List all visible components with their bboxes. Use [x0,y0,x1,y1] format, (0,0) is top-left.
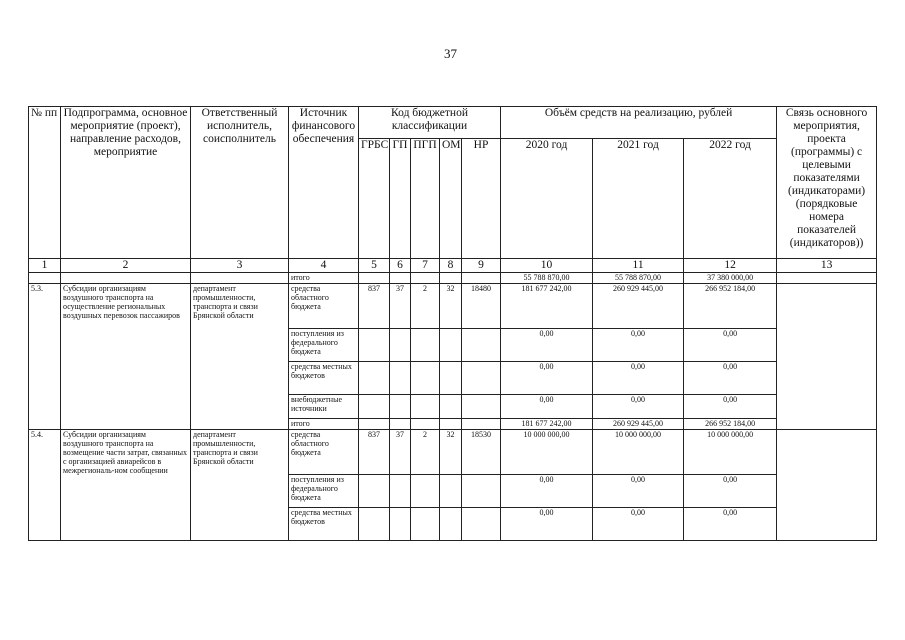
source-cell: средства областного бюджета [289,284,359,329]
indicator-link-cell [777,430,877,541]
amount-2021: 260 929 445,00 [593,419,684,430]
code-gp: 37 [390,430,411,475]
header-row-1 [29,107,877,139]
item-name: Субсидии организациям воздушного транспорта на возмещение части затрат, связанных с организацией авиарейсов в межрегиональ-ном сообщении [61,430,191,541]
col-number: 1 [29,259,61,273]
amount-2021: 55 788 870,00 [593,273,684,284]
item-number: 5.3. [29,284,61,430]
amount-2021: 10 000 000,00 [593,430,684,475]
amount-2020: 0,00 [501,395,593,419]
header-om: ОМ [440,139,462,259]
header-executor: Ответственный исполнитель, соисполнитель [191,107,289,259]
amount-2020: 0,00 [501,329,593,362]
col-number: 3 [191,259,289,273]
source-cell: средства областного бюджета [289,430,359,475]
item-executor: департамент промышленности, транспорта и связи Брянской области [191,430,289,541]
code-nr: 18530 [462,430,501,475]
col-number: 9 [462,259,501,273]
header-source: Источник финансового обеспечения [289,107,359,259]
code-pgp: 2 [411,284,440,329]
amount-2020: 0,00 [501,475,593,508]
source-cell: поступления из федерального бюджета [289,475,359,508]
source-cell: внебюджетные источники [289,395,359,419]
amount-2020: 0,00 [501,508,593,541]
item-number: 5.4. [29,430,61,541]
amount-2020: 55 788 870,00 [501,273,593,284]
header-grbs: ГРБС [359,139,390,259]
header-link: Связь основного мероприятия, проекта (программы) с целевыми показателями (индикаторами) (порядковые номера показателей (индикаторов)) [777,107,877,259]
page-number: 37 [444,46,457,61]
amount-2021: 0,00 [593,508,684,541]
indicator-link-cell [777,284,877,430]
header-2021: 2021 год [593,139,684,259]
table-row [29,430,877,475]
column-numbers-row [29,259,877,273]
amount-2021: 0,00 [593,475,684,508]
col-number: 6 [390,259,411,273]
amount-2022: 0,00 [684,475,777,508]
col-number: 2 [61,259,191,273]
source-cell: итого [289,273,359,284]
amount-2022: 37 380 000,00 [684,273,777,284]
header-volume: Объём средств на реализацию, рублей [501,107,777,139]
table-row [29,273,877,284]
col-number: 10 [501,259,593,273]
header-nr: НР [462,139,501,259]
col-number: 7 [411,259,440,273]
col-number: 11 [593,259,684,273]
source-cell: поступления из федерального бюджета [289,329,359,362]
amount-2022: 0,00 [684,329,777,362]
item-name: Субсидии организациям воздушного транспорта на осуществление региональных воздушных перевозок пассажиров [61,284,191,430]
header-program: Подпрограмма, основное мероприятие (проект), направление расходов, мероприятие [61,107,191,259]
header-num: № пп [29,107,61,259]
amount-2020: 181 677 242,00 [501,419,593,430]
col-number: 4 [289,259,359,273]
col-number: 13 [777,259,877,273]
amount-2021: 0,00 [593,395,684,419]
table-row [29,284,877,329]
amount-2022: 266 952 184,00 [684,419,777,430]
source-cell: средства местных бюджетов [289,508,359,541]
item-executor: департамент промышленности, транспорта и связи Брянской области [191,284,289,430]
amount-2022: 0,00 [684,362,777,395]
amount-2022: 266 952 184,00 [684,284,777,329]
amount-2021: 0,00 [593,329,684,362]
header-2020: 2020 год [501,139,593,259]
col-number: 12 [684,259,777,273]
code-nr: 18480 [462,284,501,329]
code-pgp: 2 [411,430,440,475]
amount-2022: 0,00 [684,395,777,419]
amount-2021: 0,00 [593,362,684,395]
amount-2022: 0,00 [684,508,777,541]
code-om: 32 [440,430,462,475]
amount-2020: 181 677 242,00 [501,284,593,329]
col-number: 8 [440,259,462,273]
code-gp: 37 [390,284,411,329]
header-budget-code: Код бюджетной классификации [359,107,501,139]
header-pgp: ПГП [411,139,440,259]
amount-2020: 10 000 000,00 [501,430,593,475]
code-grbs: 837 [359,430,390,475]
code-grbs: 837 [359,284,390,329]
amount-2022: 10 000 000,00 [684,430,777,475]
header-gp: ГП [390,139,411,259]
col-number: 5 [359,259,390,273]
header-2022: 2022 год [684,139,777,259]
budget-table [28,106,877,541]
source-cell: средства местных бюджетов [289,362,359,395]
source-cell: итого [289,419,359,430]
amount-2021: 260 929 445,00 [593,284,684,329]
code-om: 32 [440,284,462,329]
amount-2020: 0,00 [501,362,593,395]
